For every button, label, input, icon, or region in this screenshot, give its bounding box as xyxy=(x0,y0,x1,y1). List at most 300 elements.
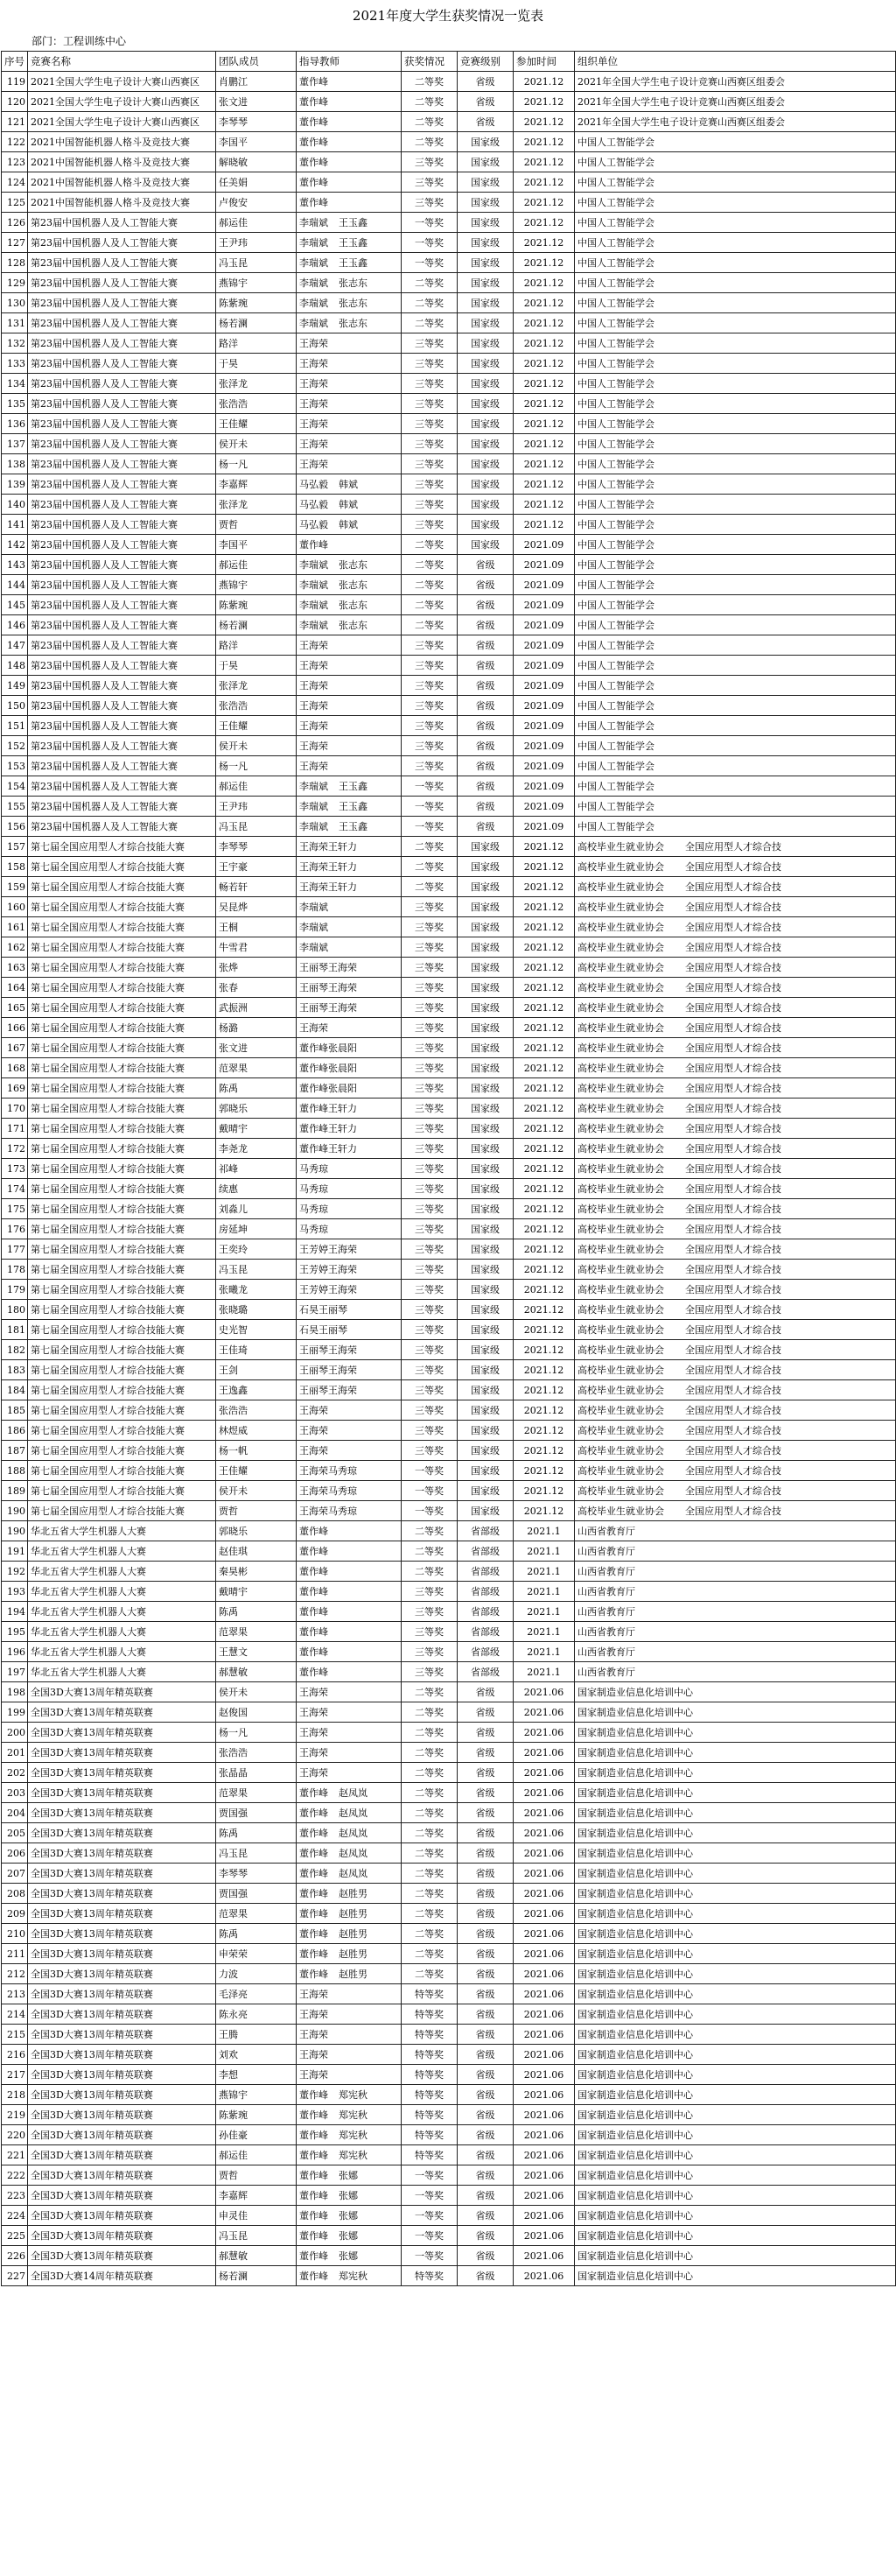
row-number-cell: 187 xyxy=(2,1441,28,1461)
advisor-cell: 王海荣 xyxy=(297,1682,402,1702)
table-row xyxy=(2,1159,896,1179)
table-row xyxy=(2,756,896,776)
contest-name-cell: 第七届全国应用型人才综合技能大赛 xyxy=(28,1038,216,1058)
col-header-prize: 获奖情况 xyxy=(402,52,458,72)
table-row xyxy=(2,696,896,716)
advisor-part: 王玉鑫 xyxy=(339,236,368,249)
contest-name-cell: 第七届全国应用型人才综合技能大赛 xyxy=(28,1280,216,1300)
contest-level-cell: 国家级 xyxy=(458,1501,514,1521)
prize-cell: 三等奖 xyxy=(402,333,458,354)
contest-level-cell: 国家级 xyxy=(458,293,514,313)
prize-cell: 二等奖 xyxy=(402,1823,458,1843)
organizer-cell xyxy=(575,1098,896,1119)
organizer-cell: 国家制造业信息化培训中心 xyxy=(575,1823,896,1843)
advisor-part: 张志东 xyxy=(339,317,368,329)
date-cell: 2021.12 xyxy=(514,1038,575,1058)
date-cell: 2021.12 xyxy=(514,374,575,394)
team-members-cell: 杨若澜 xyxy=(216,615,297,635)
advisor-cell xyxy=(297,2165,402,2186)
organizer-part: 全国应用型人才综合技 xyxy=(685,1162,781,1175)
row-number-cell: 195 xyxy=(2,1622,28,1642)
advisor-cell xyxy=(297,2145,402,2165)
organizer-part: 全国应用型人才综合技 xyxy=(685,1404,781,1416)
contest-name-cell: 第七届全国应用型人才综合技能大赛 xyxy=(28,978,216,998)
contest-level-cell: 省级 xyxy=(458,676,514,696)
advisor-part: 赵胜男 xyxy=(339,1948,368,1960)
contest-name-cell: 第23届中国机器人及人工智能大赛 xyxy=(28,656,216,676)
contest-level-cell: 国家级 xyxy=(458,1199,514,1219)
team-members-cell: 杨一凡 xyxy=(216,1723,297,1743)
date-cell: 2021.06 xyxy=(514,1843,575,1864)
team-members-cell: 王慧文 xyxy=(216,1642,297,1662)
team-members-cell: 陈禹 xyxy=(216,1823,297,1843)
organizer-cell: 中国人工智能学会 xyxy=(575,817,896,837)
organizer-cell xyxy=(575,1400,896,1421)
contest-level-cell: 国家级 xyxy=(458,1481,514,1501)
date-cell: 2021.06 xyxy=(514,1743,575,1763)
team-members-cell: 侯开未 xyxy=(216,434,297,454)
contest-name-cell: 全国3D大赛13周年精英联赛 xyxy=(28,2246,216,2266)
team-members-cell: 张浩浩 xyxy=(216,696,297,716)
advisor-cell: 王海荣 xyxy=(297,2025,402,2045)
row-number-cell: 125 xyxy=(2,193,28,213)
date-cell: 2021.06 xyxy=(514,1723,575,1743)
advisor-cell: 董作峰 xyxy=(297,112,402,132)
team-members-cell: 杨一帆 xyxy=(216,1441,297,1461)
contest-name-cell: 全国3D大赛13周年精英联赛 xyxy=(28,1682,216,1702)
table-row xyxy=(2,1038,896,1058)
contest-level-cell: 国家级 xyxy=(458,1239,514,1260)
contest-level-cell: 国家级 xyxy=(458,233,514,253)
advisor-cell: 董作峰 xyxy=(297,1582,402,1602)
contest-level-cell: 国家级 xyxy=(458,1078,514,1098)
contest-level-cell: 国家级 xyxy=(458,877,514,897)
header-row xyxy=(2,52,896,72)
contest-name-cell: 第23届中国机器人及人工智能大赛 xyxy=(28,495,216,515)
team-members-cell: 畅若轩 xyxy=(216,877,297,897)
date-cell: 2021.12 xyxy=(514,877,575,897)
contest-level-cell: 省级 xyxy=(458,2065,514,2085)
advisor-cell: 马秀琼 xyxy=(297,1179,402,1199)
prize-cell: 特等奖 xyxy=(402,2025,458,2045)
advisor-cell xyxy=(297,797,402,817)
contest-name-cell: 全国3D大赛13周年精英联赛 xyxy=(28,2145,216,2165)
row-number-cell: 173 xyxy=(2,1159,28,1179)
table-row xyxy=(2,213,896,233)
advisor-cell xyxy=(297,1783,402,1803)
organizer-cell: 中国人工智能学会 xyxy=(575,595,896,615)
row-number-cell: 176 xyxy=(2,1219,28,1239)
date-cell: 2021.12 xyxy=(514,978,575,998)
contest-level-cell: 国家级 xyxy=(458,1280,514,1300)
date-cell: 2021.12 xyxy=(514,1421,575,1441)
prize-cell: 二等奖 xyxy=(402,92,458,112)
prize-cell: 三等奖 xyxy=(402,495,458,515)
contest-name-cell: 第七届全国应用型人才综合技能大赛 xyxy=(28,1239,216,1260)
team-members-cell: 张文进 xyxy=(216,1038,297,1058)
team-members-cell: 贾国强 xyxy=(216,1803,297,1823)
row-number-cell: 152 xyxy=(2,736,28,756)
table-row xyxy=(2,2145,896,2165)
advisor-cell: 王海荣 xyxy=(297,1702,402,1723)
contest-name-cell: 第23届中国机器人及人工智能大赛 xyxy=(28,817,216,837)
organizer-cell xyxy=(575,958,896,978)
organizer-part: 高校毕业生就业协会 xyxy=(578,1404,664,1416)
organizer-cell: 中国人工智能学会 xyxy=(575,575,896,595)
contest-level-cell: 省级 xyxy=(458,1783,514,1803)
row-number-cell: 169 xyxy=(2,1078,28,1098)
organizer-cell xyxy=(575,1461,896,1481)
table-row xyxy=(2,1078,896,1098)
prize-cell: 特等奖 xyxy=(402,2266,458,2286)
contest-level-cell: 国家级 xyxy=(458,897,514,917)
team-members-cell: 侯开未 xyxy=(216,1481,297,1501)
date-cell: 2021.12 xyxy=(514,897,575,917)
organizer-part: 高校毕业生就业协会 xyxy=(578,1424,664,1436)
team-members-cell: 郝运佳 xyxy=(216,776,297,797)
prize-cell: 三等奖 xyxy=(402,1320,458,1340)
row-number-cell: 141 xyxy=(2,515,28,535)
date-cell: 2021.12 xyxy=(514,1441,575,1461)
organizer-cell: 中国人工智能学会 xyxy=(575,454,896,474)
organizer-cell: 山西省教育厅 xyxy=(575,1622,896,1642)
team-members-cell: 贾哲 xyxy=(216,515,297,535)
organizer-cell: 山西省教育厅 xyxy=(575,1662,896,1682)
table-row xyxy=(2,1964,896,1984)
prize-cell: 一等奖 xyxy=(402,2206,458,2226)
row-number-cell: 150 xyxy=(2,696,28,716)
contest-level-cell: 国家级 xyxy=(458,152,514,172)
team-members-cell: 王腾 xyxy=(216,2025,297,2045)
advisor-cell: 董作峰王轩力 xyxy=(297,1119,402,1139)
row-number-cell: 203 xyxy=(2,1783,28,1803)
date-cell: 2021.12 xyxy=(514,515,575,535)
team-members-cell: 范翠果 xyxy=(216,1058,297,1078)
table-row xyxy=(2,917,896,937)
row-number-cell: 197 xyxy=(2,1662,28,1682)
prize-cell: 三等奖 xyxy=(402,1360,458,1380)
organizer-cell xyxy=(575,1481,896,1501)
contest-name-cell: 第七届全国应用型人才综合技能大赛 xyxy=(28,1119,216,1139)
team-members-cell: 杨潞 xyxy=(216,1018,297,1038)
prize-cell: 二等奖 xyxy=(402,1541,458,1562)
col-header-teacher: 指导教师 xyxy=(297,52,402,72)
team-members-cell: 赵佳琪 xyxy=(216,1541,297,1562)
date-cell: 2021.12 xyxy=(514,293,575,313)
contest-level-cell: 省级 xyxy=(458,2206,514,2226)
contest-name-cell: 第七届全国应用型人才综合技能大赛 xyxy=(28,1199,216,1219)
prize-cell: 三等奖 xyxy=(402,152,458,172)
advisor-part: 董作峰 xyxy=(299,1827,328,1839)
prize-cell: 二等奖 xyxy=(402,1702,458,1723)
date-cell: 2021.12 xyxy=(514,1159,575,1179)
table-row xyxy=(2,1823,896,1843)
organizer-cell: 中国人工智能学会 xyxy=(575,756,896,776)
organizer-part: 高校毕业生就业协会 xyxy=(578,1444,664,1456)
date-cell: 2021.12 xyxy=(514,1260,575,1280)
organizer-cell xyxy=(575,1058,896,1078)
table-row xyxy=(2,1702,896,1723)
contest-name-cell: 第23届中国机器人及人工智能大赛 xyxy=(28,273,216,293)
advisor-part: 董作峰 xyxy=(299,2270,328,2282)
organizer-part: 全国应用型人才综合技 xyxy=(685,1243,781,1255)
organizer-cell: 国家制造业信息化培训中心 xyxy=(575,1924,896,1944)
contest-level-cell: 国家级 xyxy=(458,937,514,958)
organizer-part: 全国应用型人才综合技 xyxy=(685,901,781,913)
advisor-part: 董作峰 xyxy=(299,2129,328,2141)
advisor-cell: 董作峰 xyxy=(297,132,402,152)
organizer-part: 全国应用型人才综合技 xyxy=(685,961,781,973)
date-cell: 2021.12 xyxy=(514,1360,575,1380)
row-number-cell: 212 xyxy=(2,1964,28,1984)
team-members-cell: 冯玉昆 xyxy=(216,1843,297,1864)
prize-cell: 三等奖 xyxy=(402,1662,458,1682)
prize-cell: 三等奖 xyxy=(402,917,458,937)
advisor-cell: 董作峰 xyxy=(297,193,402,213)
team-members-cell: 王宇豪 xyxy=(216,857,297,877)
prize-cell: 三等奖 xyxy=(402,756,458,776)
prize-cell: 特等奖 xyxy=(402,2045,458,2065)
organizer-cell: 国家制造业信息化培训中心 xyxy=(575,2085,896,2105)
date-cell: 2021.09 xyxy=(514,595,575,615)
row-number-cell: 174 xyxy=(2,1179,28,1199)
organizer-cell: 中国人工智能学会 xyxy=(575,776,896,797)
advisor-cell: 王海荣 xyxy=(297,1743,402,1763)
contest-name-cell: 华北五省大学生机器人大赛 xyxy=(28,1521,216,1541)
organizer-cell: 中国人工智能学会 xyxy=(575,313,896,333)
organizer-cell: 中国人工智能学会 xyxy=(575,434,896,454)
contest-level-cell: 省部级 xyxy=(458,1582,514,1602)
contest-level-cell: 省部级 xyxy=(458,1541,514,1562)
organizer-part: 全国应用型人才综合技 xyxy=(685,1384,781,1396)
date-cell: 2021.09 xyxy=(514,696,575,716)
contest-name-cell: 第23届中国机器人及人工智能大赛 xyxy=(28,253,216,273)
contest-level-cell: 国家级 xyxy=(458,1179,514,1199)
contest-level-cell: 国家级 xyxy=(458,454,514,474)
organizer-part: 全国应用型人才综合技 xyxy=(685,1444,781,1456)
team-members-cell: 郭晓乐 xyxy=(216,1098,297,1119)
contest-name-cell: 第23届中国机器人及人工智能大赛 xyxy=(28,354,216,374)
advisor-cell: 王海荣 xyxy=(297,394,402,414)
contest-level-cell: 省部级 xyxy=(458,1521,514,1541)
advisor-part: 郑宪秋 xyxy=(339,2088,368,2101)
prize-cell: 三等奖 xyxy=(402,1441,458,1461)
table-row xyxy=(2,1098,896,1119)
advisor-cell: 王海荣 xyxy=(297,756,402,776)
team-members-cell: 刘欢 xyxy=(216,2045,297,2065)
table-row xyxy=(2,1944,896,1964)
organizer-part: 高校毕业生就业协会 xyxy=(578,941,664,953)
organizer-part: 全国应用型人才综合技 xyxy=(685,1364,781,1376)
organizer-cell xyxy=(575,897,896,917)
date-cell: 2021.06 xyxy=(514,2145,575,2165)
contest-level-cell: 国家级 xyxy=(458,474,514,495)
organizer-cell xyxy=(575,1320,896,1340)
row-number-cell: 120 xyxy=(2,92,28,112)
team-members-cell: 陈禹 xyxy=(216,1078,297,1098)
table-row xyxy=(2,414,896,434)
advisor-cell xyxy=(297,515,402,535)
advisor-part: 郑宪秋 xyxy=(339,2270,368,2282)
team-members-cell: 郝运佳 xyxy=(216,213,297,233)
table-row xyxy=(2,2186,896,2206)
prize-cell: 二等奖 xyxy=(402,615,458,635)
prize-cell: 三等奖 xyxy=(402,736,458,756)
table-row xyxy=(2,2165,896,2186)
advisor-part: 李瑞斌 xyxy=(299,780,328,792)
date-cell: 2021.09 xyxy=(514,716,575,736)
organizer-cell xyxy=(575,1260,896,1280)
prize-cell: 三等奖 xyxy=(402,1300,458,1320)
table-row xyxy=(2,2004,896,2025)
organizer-cell: 中国人工智能学会 xyxy=(575,193,896,213)
advisor-part: 郑宪秋 xyxy=(339,2109,368,2121)
contest-level-cell: 国家级 xyxy=(458,193,514,213)
row-number-cell: 128 xyxy=(2,253,28,273)
advisor-cell: 石昊王丽琴 xyxy=(297,1300,402,1320)
contest-name-cell: 全国3D大赛13周年精英联赛 xyxy=(28,1984,216,2004)
contest-level-cell: 省级 xyxy=(458,575,514,595)
advisor-part: 董作峰 xyxy=(299,2229,328,2242)
advisor-cell: 董作峰 xyxy=(297,1642,402,1662)
team-members-cell: 王尹玮 xyxy=(216,797,297,817)
advisor-cell: 董作峰 xyxy=(297,1622,402,1642)
organizer-cell: 国家制造业信息化培训中心 xyxy=(575,2165,896,2186)
organizer-part: 高校毕业生就业协会 xyxy=(578,1082,664,1094)
team-members-cell: 戴晴宇 xyxy=(216,1119,297,1139)
contest-name-cell: 第23届中国机器人及人工智能大赛 xyxy=(28,414,216,434)
prize-cell: 特等奖 xyxy=(402,2065,458,2085)
date-cell: 2021.06 xyxy=(514,2266,575,2286)
contest-name-cell: 第七届全国应用型人才综合技能大赛 xyxy=(28,1058,216,1078)
advisor-cell: 王海荣 xyxy=(297,696,402,716)
row-number-cell: 158 xyxy=(2,857,28,877)
advisor-part: 王玉鑫 xyxy=(339,216,368,228)
organizer-cell xyxy=(575,978,896,998)
team-members-cell: 张春 xyxy=(216,978,297,998)
contest-level-cell: 省级 xyxy=(458,2085,514,2105)
organizer-cell xyxy=(575,1078,896,1098)
date-cell: 2021.12 xyxy=(514,354,575,374)
advisor-part: 赵胜男 xyxy=(339,1887,368,1899)
team-members-cell: 李国平 xyxy=(216,132,297,152)
row-number-cell: 194 xyxy=(2,1602,28,1622)
contest-name-cell: 2021中国智能机器人格斗及竞技大赛 xyxy=(28,172,216,193)
date-cell: 2021.12 xyxy=(514,152,575,172)
contest-name-cell: 第七届全国应用型人才综合技能大赛 xyxy=(28,1320,216,1340)
row-number-cell: 207 xyxy=(2,1864,28,1884)
organizer-cell xyxy=(575,937,896,958)
organizer-cell: 中国人工智能学会 xyxy=(575,394,896,414)
contest-level-cell: 省级 xyxy=(458,2145,514,2165)
organizer-part: 高校毕业生就业协会 xyxy=(578,1142,664,1155)
date-cell: 2021.12 xyxy=(514,917,575,937)
prize-cell: 二等奖 xyxy=(402,857,458,877)
prize-cell: 三等奖 xyxy=(402,515,458,535)
organizer-part: 全国应用型人才综合技 xyxy=(685,840,781,853)
team-members-cell: 祁峰 xyxy=(216,1159,297,1179)
table-row xyxy=(2,474,896,495)
date-cell: 2021.1 xyxy=(514,1642,575,1662)
advisor-cell: 王芳婷王海荣 xyxy=(297,1260,402,1280)
contest-name-cell: 第23届中国机器人及人工智能大赛 xyxy=(28,676,216,696)
organizer-cell: 山西省教育厅 xyxy=(575,1642,896,1662)
team-members-cell: 于昊 xyxy=(216,354,297,374)
prize-cell: 三等奖 xyxy=(402,1219,458,1239)
row-number-cell: 215 xyxy=(2,2025,28,2045)
contest-name-cell: 全国3D大赛13周年精英联赛 xyxy=(28,2105,216,2125)
organizer-cell: 国家制造业信息化培训中心 xyxy=(575,2145,896,2165)
date-cell: 2021.12 xyxy=(514,1018,575,1038)
table-row xyxy=(2,1421,896,1441)
contest-level-cell: 国家级 xyxy=(458,172,514,193)
advisor-part: 李瑞斌 xyxy=(299,317,328,329)
prize-cell: 二等奖 xyxy=(402,555,458,575)
date-cell: 2021.09 xyxy=(514,615,575,635)
prize-cell: 三等奖 xyxy=(402,1622,458,1642)
table-row xyxy=(2,1622,896,1642)
contest-level-cell: 省级 xyxy=(458,776,514,797)
contest-level-cell: 省级 xyxy=(458,112,514,132)
prize-cell: 二等奖 xyxy=(402,72,458,92)
date-cell: 2021.09 xyxy=(514,756,575,776)
prize-cell: 一等奖 xyxy=(402,2186,458,2206)
team-members-cell: 范翠果 xyxy=(216,1904,297,1924)
organizer-cell: 国家制造业信息化培训中心 xyxy=(575,1904,896,1924)
contest-name-cell: 华北五省大学生机器人大赛 xyxy=(28,1622,216,1642)
advisor-cell: 王海荣 xyxy=(297,716,402,736)
organizer-cell: 国家制造业信息化培训中心 xyxy=(575,1743,896,1763)
advisor-cell xyxy=(297,474,402,495)
table-row xyxy=(2,1119,896,1139)
table-row xyxy=(2,233,896,253)
team-members-cell: 张文进 xyxy=(216,92,297,112)
table-row xyxy=(2,112,896,132)
contest-name-cell: 第23届中国机器人及人工智能大赛 xyxy=(28,535,216,555)
advisor-cell: 王丽琴王海荣 xyxy=(297,1340,402,1360)
contest-name-cell: 2021全国大学生电子设计大赛山西赛区 xyxy=(28,72,216,92)
date-cell: 2021.12 xyxy=(514,1400,575,1421)
organizer-cell: 中国人工智能学会 xyxy=(575,233,896,253)
contest-name-cell: 全国3D大赛13周年精英联赛 xyxy=(28,2045,216,2065)
organizer-cell: 2021年全国大学生电子设计竞赛山西赛区组委会 xyxy=(575,92,896,112)
organizer-cell: 国家制造业信息化培训中心 xyxy=(575,1964,896,1984)
row-number-cell: 171 xyxy=(2,1119,28,1139)
team-members-cell: 侯开未 xyxy=(216,736,297,756)
organizer-cell: 山西省教育厅 xyxy=(575,1541,896,1562)
organizer-part: 全国应用型人才综合技 xyxy=(685,1122,781,1134)
team-members-cell: 陈禹 xyxy=(216,1924,297,1944)
organizer-cell: 国家制造业信息化培训中心 xyxy=(575,1682,896,1702)
advisor-cell: 董作峰 xyxy=(297,1662,402,1682)
advisor-cell xyxy=(297,213,402,233)
team-members-cell: 李想 xyxy=(216,2065,297,2085)
table-row xyxy=(2,2045,896,2065)
prize-cell: 三等奖 xyxy=(402,1582,458,1602)
organizer-part: 高校毕业生就业协会 xyxy=(578,1323,664,1336)
organizer-part: 高校毕业生就业协会 xyxy=(578,1203,664,1215)
team-members-cell: 申荣荣 xyxy=(216,1944,297,1964)
row-number-cell: 123 xyxy=(2,152,28,172)
advisor-cell: 王海荣王轩力 xyxy=(297,857,402,877)
team-members-cell: 杨若澜 xyxy=(216,2266,297,2286)
contest-name-cell: 全国3D大赛13周年精英联赛 xyxy=(28,2065,216,2085)
contest-name-cell: 第23届中国机器人及人工智能大赛 xyxy=(28,555,216,575)
advisor-part: 韩斌 xyxy=(339,478,358,490)
contest-level-cell: 省级 xyxy=(458,1743,514,1763)
contest-level-cell: 国家级 xyxy=(458,837,514,857)
advisor-part: 张志东 xyxy=(339,579,368,591)
